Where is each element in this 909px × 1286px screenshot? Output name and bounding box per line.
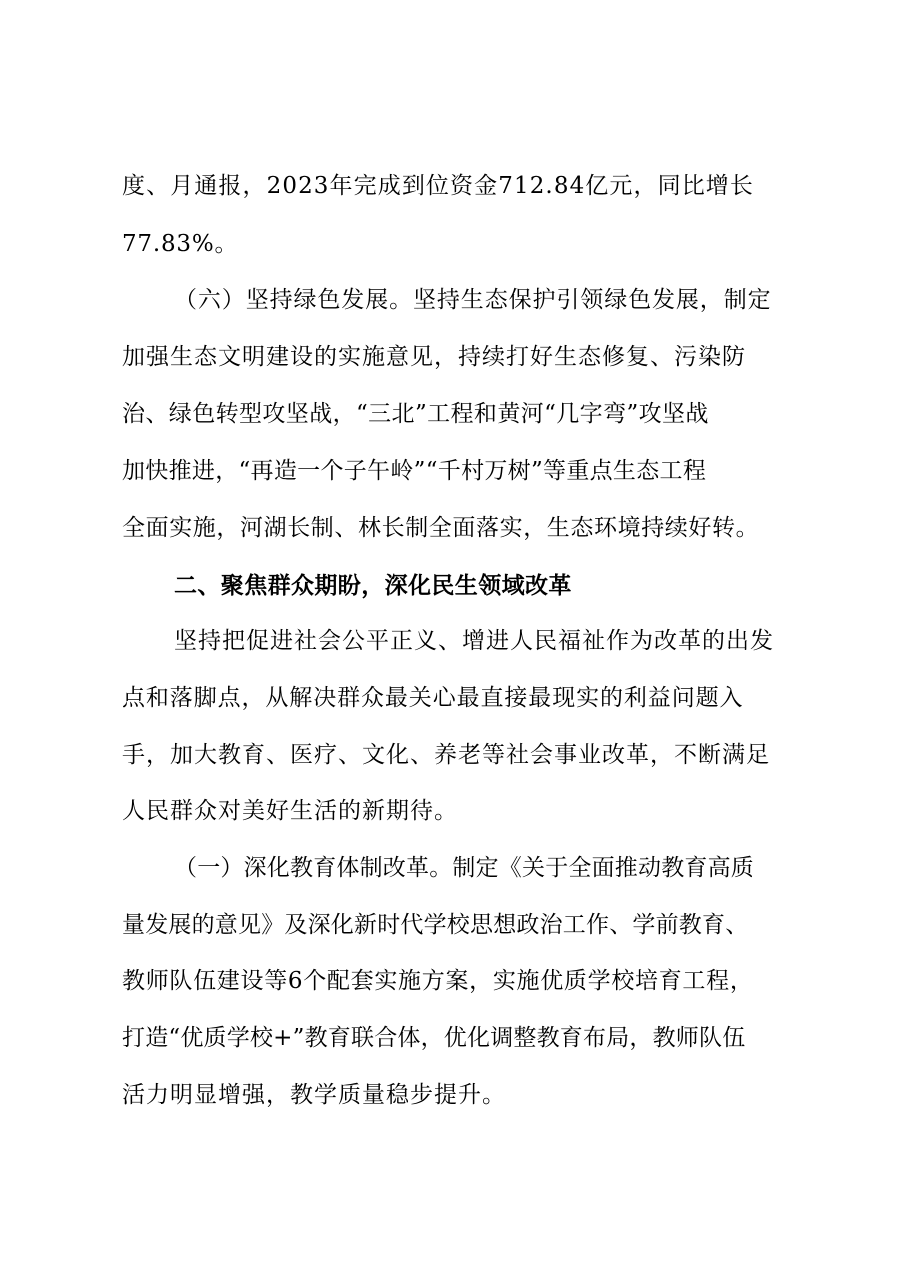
section-six-paragraph-start: （六）坚持绿色发展。坚持生态保护引领绿色发展，制定	[174, 287, 772, 313]
text-line: 全面实施，河湖长制、林长制全面落实，生态环境持续好转。	[122, 515, 760, 541]
intro-paragraph-start: 坚持把促进社会公平正义、增进人民福祉作为改革的出发	[174, 628, 774, 654]
subsection-one-paragraph-start: （一）深化教育体制改革。制定《关于全面推动教育高质	[174, 855, 754, 881]
text-line: 打造“优质学校+”教育联合体，优化调整教育布局，教师队伍	[122, 1025, 746, 1051]
text-line: 加强生态文明建设的实施意见，持续打好生态修复、污染防	[122, 344, 746, 370]
text-line: 点和落脚点，从解决群众最关心最直接最现实的利益问题入	[122, 685, 744, 711]
text-line: 量发展的意见》及深化新时代学校思想政治工作、学前教育、	[122, 912, 749, 938]
text-line: 活力明显增强，教学质量稳步提升。	[122, 1082, 506, 1108]
text-line: 度、月通报，2023年完成到位资金712.84亿元，同比增长	[122, 173, 755, 199]
text-line: 治、绿色转型攻坚战，“三北”工程和黄河“几字弯”攻坚战	[122, 401, 709, 427]
text-line: 人民群众对美好生活的新期待。	[122, 798, 458, 824]
text-line: 加快推进，“再造一个子午岭”“千村万树”等重点生态工程	[122, 458, 707, 484]
text-line: 77.83%。	[122, 231, 239, 257]
text-line: 手，加大教育、医疗、文化、养老等社会事业改革，不断满足	[122, 742, 770, 768]
text-line: 教师队伍建设等6个配套实施方案，实施优质学校培育工程，	[122, 968, 754, 994]
section-heading: 二、聚焦群众期盼，深化民生领域改革	[174, 572, 572, 599]
